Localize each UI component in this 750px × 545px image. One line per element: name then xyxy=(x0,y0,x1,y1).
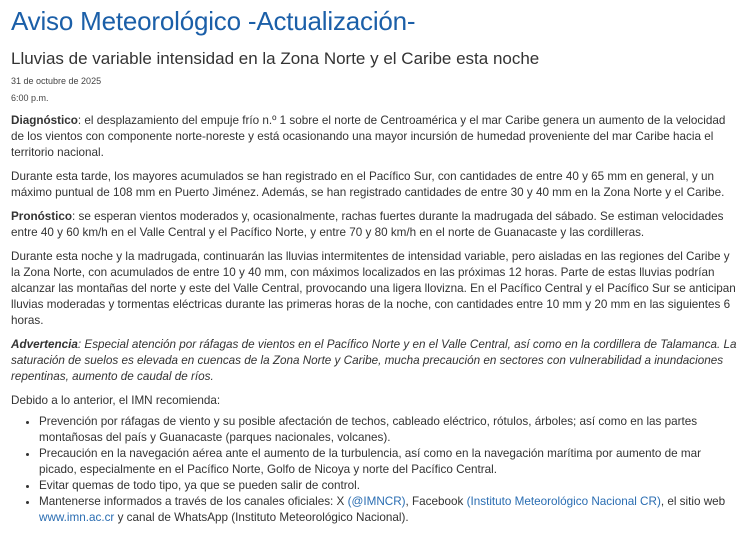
list-item-channels xyxy=(39,494,740,526)
night-paragraph: Durante esta noche y la madrugada, continuarán las lluvias intermitentes de intensidad variable, pero aisladas en las regiones del Caribe y la Zona Norte, con acumulados de entre 10 y 40 mm, con máximos localizados en las próximas 12 horas. Parte de estas lluvias podrían alcanzar las montañas del norte y este del Valle Central, provocando una ligera llovizna. En el Pacífico Central y el Pacífico Sur se anticipan lluvias moderadas y tormentas eléctricas durante las primeras horas de la noche, con cantidades entre 10 mm y 20 mm en las siguientes 6 horas. xyxy=(11,250,736,327)
recommendations-list xyxy=(11,414,740,526)
article-subtitle: Lluvias de variable intensidad en la Zona Norte y el Caribe esta noche xyxy=(11,49,540,68)
diagnostico-paragraph xyxy=(11,113,740,161)
list-item: • Precaución en la navegación aérea ante el aumento de la turbulencia, así como en la navegación marítima por aumento de mar picado, especialmente en el Pacífico Norte, Golfo de Nicoya y norte del Pacífico Central. xyxy=(39,446,740,478)
channels-prefix: Mantenerse informados a través de los canales oficiales: X xyxy=(39,495,348,508)
list-item: • Prevención por ráfagas de viento y su posible afectación de techos, cableado eléctrico, rótulos, árboles; así como en las partes montañosas del país y Guanacaste (parques nacionales, volcanes). xyxy=(39,414,740,446)
diagnostico-label: Diagnóstico xyxy=(11,114,78,127)
x-account-link[interactable]: (@IMNCR) xyxy=(347,495,406,508)
pronostico-text: : se esperan vientos moderados y, ocasionalmente, rachas fuertes durante la madrugada del sábado. Se estiman velocidades entre 40 y 60 km/h en el Valle Central y el Pacífico Norte, y entre 70 y 80 km/h en el norte de Guanacaste y las cordilleras. xyxy=(11,210,724,239)
facebook-link[interactable]: (Instituto Meteorológico Nacional CR) xyxy=(466,495,661,508)
afternoon-paragraph: Durante esta tarde, los mayores acumulados se han registrado en el Pacífico Sur, con cantidades de entre 40 y 65 mm en general, y un máximo puntual de 108 mm en Puerto Jiménez. Además, se han registrado cantidades de entre 30 y 40 mm en la Zona Norte y el Caribe. xyxy=(11,170,725,199)
advertencia-text: : Especial atención por ráfagas de vientos en el Pacífico Norte y en el Valle Central, así como en la cordillera de Talamanca. La saturación de suelos es elevada en cuencas de la Zona Norte y Caribe, mucha precaución en sectores con vulnerabilidad a inundaciones repentinas, aumento de caudal de ríos. xyxy=(11,338,737,383)
channels-text: , el sitio web xyxy=(660,495,726,508)
publish-date: 31 de octubre de 2025 xyxy=(11,76,102,86)
pronostico-paragraph xyxy=(11,209,740,241)
advertencia-paragraph xyxy=(11,337,740,385)
publish-time: 6:00 p.m. xyxy=(11,93,49,103)
diagnostico-text: : el desplazamiento del empuje frío n.º 1 sobre el norte de Centroamérica y el mar Caribe genera un aumento de la velocidad de los vientos con componente norte-noreste y está ocasionando una mayor incursión de humedad proveniente del mar Caribe hacia el territorio nacional. xyxy=(11,114,726,159)
channels-suffix: y canal de WhatsApp (Instituto Meteorológico Nacional). xyxy=(114,511,409,524)
channels-text: , Facebook xyxy=(405,495,467,508)
pronostico-label: Pronóstico xyxy=(11,210,73,223)
website-link[interactable]: www.imn.ac.cr xyxy=(39,511,115,524)
list-item: • Evitar quemas de todo tipo, ya que se pueden salir de control. xyxy=(39,478,740,494)
recommendation-intro: Debido a lo anterior, el IMN recomienda: xyxy=(11,394,221,407)
page-title: Aviso Meteorológico -Actualización- xyxy=(11,6,416,36)
advertencia-label: Advertencia xyxy=(11,338,78,351)
